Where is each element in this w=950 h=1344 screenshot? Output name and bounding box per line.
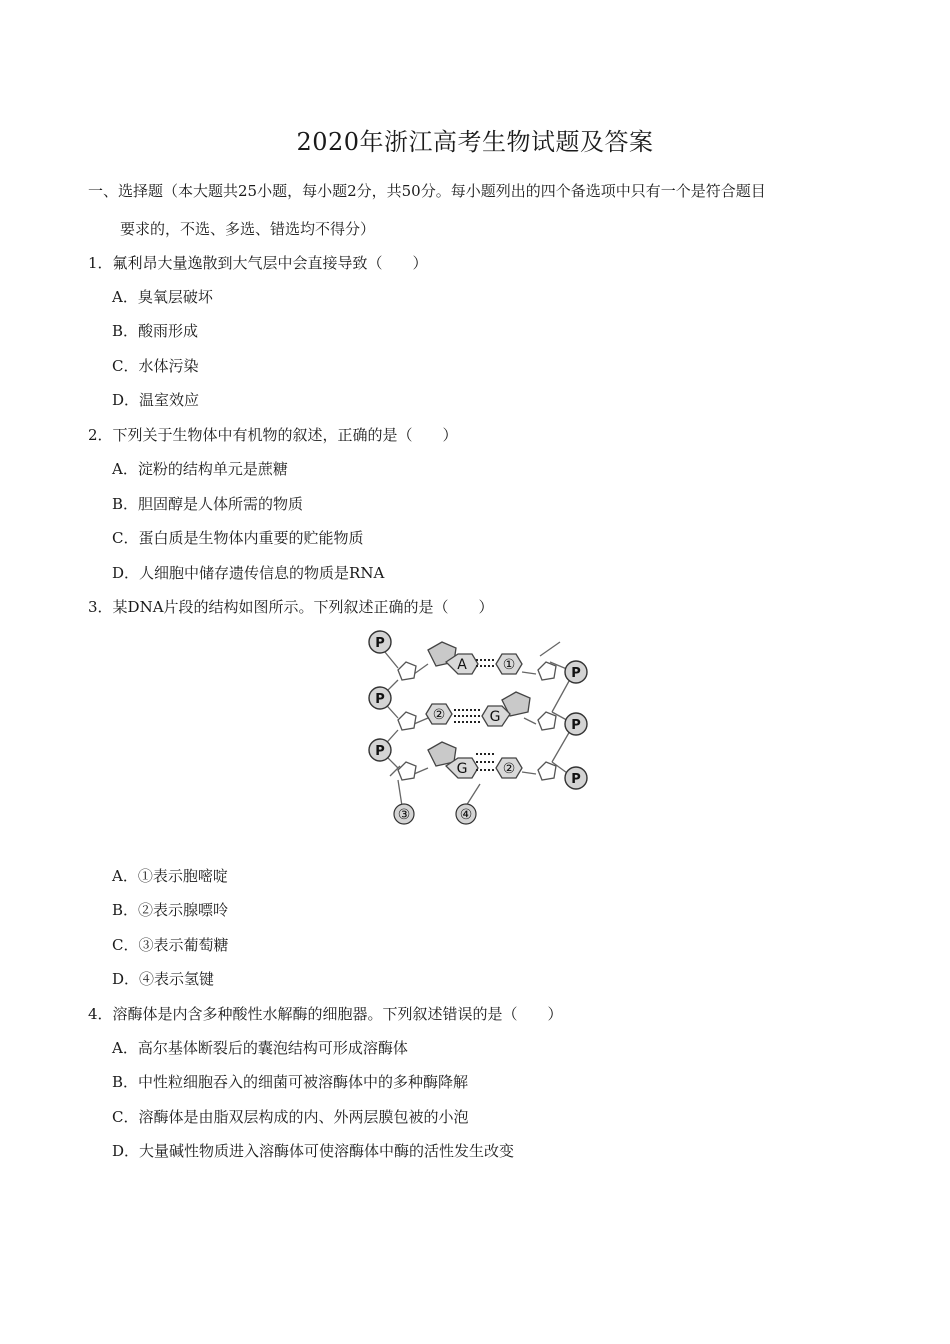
sugar-right-1 — [538, 662, 556, 680]
sugar-left-2 — [398, 712, 416, 730]
question-1-stem: 1．氟利昂大量逸散到大气层中会直接导致（ ） — [88, 254, 428, 272]
question-3-stem: 3．某DNA片段的结构如图所示。下列叙述正确的是（ ） — [88, 598, 494, 616]
sugar-right-2 — [538, 712, 556, 730]
base-label-2-left: ② — [432, 707, 446, 723]
section-heading: 一、选择题（本大题共25小题，每小题2分，共50分。每小题列出的四个备选项中只有一个是符合题目 — [88, 182, 766, 200]
question-4-option-b: B．中性粒细胞吞入的细菌可被溶酶体中的多种酶降解 — [112, 1073, 469, 1091]
sugar-left-1 — [398, 662, 416, 680]
question-4-stem: 4．溶酶体是内含多种酸性水解酶的细胞器。下列叙述错误的是（ ） — [88, 1005, 563, 1023]
phosphate-label: P — [375, 692, 385, 707]
base-label-2-right: ② — [502, 761, 516, 777]
section-heading-cont: 要求的，不选、多选、错选均不得分） — [120, 220, 376, 238]
question-3-option-b: B．②表示腺嘌呤 — [112, 901, 229, 919]
base-label-g-2: G — [456, 761, 468, 777]
question-2-option-b: B．胆固醇是人体所需的物质 — [112, 495, 304, 513]
question-3-option-d: D．④表示氢键 — [112, 970, 215, 988]
callout-3-label: ③ — [397, 807, 411, 823]
question-1-option-a: A．臭氧层破坏 — [112, 288, 213, 306]
question-2-option-a: A．淀粉的结构单元是蔗糖 — [112, 460, 288, 478]
question-1-option-d: D．温室效应 — [112, 391, 200, 409]
phosphate-label: P — [375, 636, 385, 651]
question-1-option-c: C．水体污染 — [112, 357, 199, 375]
question-3-option-a: A．①表示胞嘧啶 — [112, 867, 228, 885]
sugar-right-3 — [538, 762, 556, 780]
base-label-g-1: G — [489, 709, 501, 725]
question-3-option-c: C．③表示葡萄糖 — [112, 936, 229, 954]
page-title: 2020年浙江高考生物试题及答案 — [296, 128, 654, 156]
phosphate-label: P — [571, 772, 581, 787]
question-2-stem: 2．下列关于生物体中有机物的叙述，正确的是（ ） — [88, 426, 458, 444]
question-2-option-c: C．蛋白质是生物体内重要的贮能物质 — [112, 529, 364, 547]
dna-structure-diagram — [362, 626, 602, 832]
phosphate-label: P — [375, 744, 385, 759]
sugar-left-3 — [398, 762, 416, 780]
base-label-a: A — [457, 657, 467, 673]
question-4-option-d: D．大量碱性物质进入溶酶体可使溶酶体中酶的活性发生改变 — [112, 1142, 515, 1160]
base-label-1: ① — [502, 657, 516, 673]
phosphate-label: P — [571, 666, 581, 681]
phosphate-label: P — [571, 718, 581, 733]
question-2-option-d: D．人细胞中储存遗传信息的物质是RNA — [112, 564, 385, 582]
question-4-option-c: C．溶酶体是由脂双层构成的内、外两层膜包被的小泡 — [112, 1108, 469, 1126]
question-1-option-b: B．酸雨形成 — [112, 322, 199, 340]
callout-4-label: ④ — [459, 807, 473, 823]
question-4-option-a: A．高尔基体断裂后的囊泡结构可形成溶酶体 — [112, 1039, 408, 1057]
